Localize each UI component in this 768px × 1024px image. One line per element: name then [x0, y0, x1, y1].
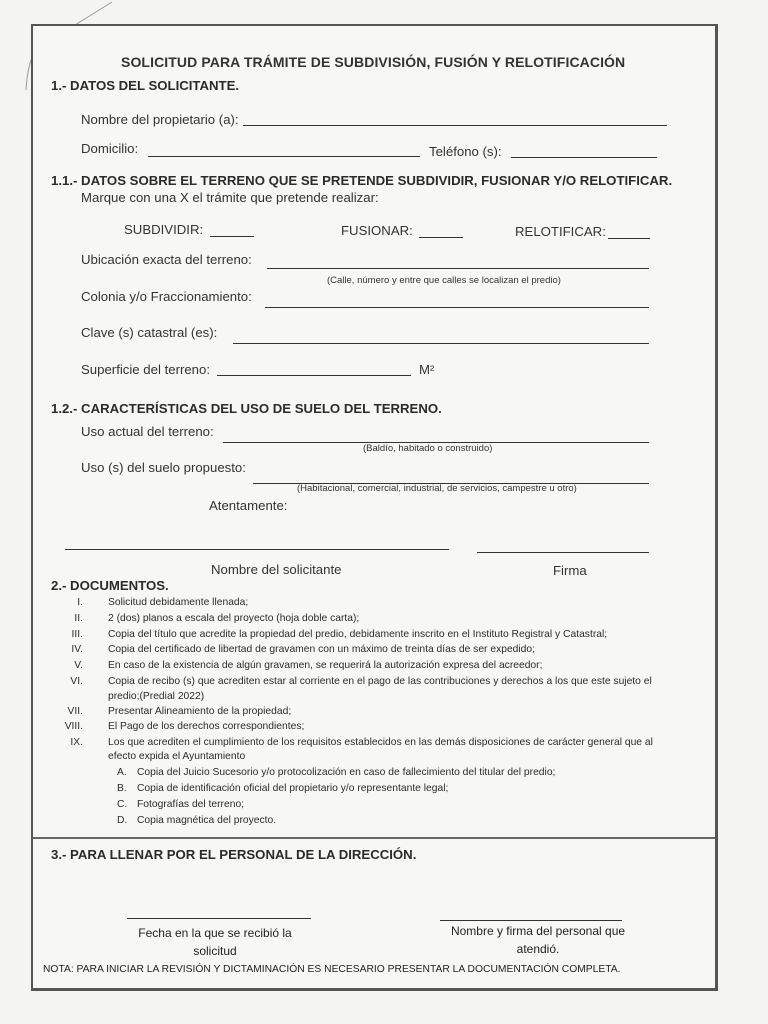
- section-1-1-heading: 1.1.- DATOS SOBRE EL TERRENO QUE SE PRETENDE SUBDIVIDIR, FUSIONAR Y/O RELOTIFICAR.: [51, 173, 673, 188]
- doc-item-text-continued: efecto expida el Ayuntamiento: [108, 751, 246, 762]
- colonia-label: Colonia y/o Fraccionamiento:: [81, 289, 252, 304]
- section-1-2-heading: 1.2.- CARACTERÍSTICAS DEL USO DE SUELO DEL TERRENO.: [51, 401, 442, 416]
- address-field[interactable]: [148, 156, 420, 157]
- received-date-caption: Fecha en la que se recibió la solicitud: [138, 926, 292, 958]
- superficie-field[interactable]: [217, 375, 411, 376]
- mark-instruction: Marque con una X el trámite que pretende realizar:: [81, 190, 379, 205]
- staff-signature-caption: Nombre y firma del personal que atendió.: [450, 924, 626, 956]
- doc-subitem-number: C.: [117, 799, 128, 810]
- address-label: Domicilio:: [81, 141, 139, 156]
- doc-item-text: Copia de recibo (s) que acrediten estar al corriente en el pago de las contribuciones y derechos a los que este sujeto el: [108, 676, 652, 687]
- doc-item-text: Copia del certificado de libertad de gravamen con un máximo de treinta días de ser expedido;: [108, 644, 535, 655]
- clave-label: Clave (s) catastral (es):: [81, 325, 218, 340]
- option-subdividir-label: SUBDIVIDIR:: [124, 222, 204, 237]
- proposed-use-hint: (Habitacional, comercial, industrial, de servicios, campestre u otro): [297, 483, 577, 494]
- received-date-line[interactable]: [127, 918, 311, 919]
- superficie-label: Superficie del terreno:: [81, 362, 211, 377]
- current-use-label: Uso actual del terreno:: [81, 424, 214, 439]
- regards-text: Atentamente:: [209, 498, 288, 513]
- doc-subitem-number: A.: [117, 767, 127, 778]
- applicant-signature-line[interactable]: [477, 552, 649, 553]
- location-field[interactable]: [267, 268, 649, 269]
- doc-item-text: Presentar Alineamiento de la propiedad;: [108, 706, 292, 717]
- doc-item-text: En caso de la existencia de algún gravamen, se requerirá la autorización expresa del acreedor;: [108, 660, 543, 671]
- doc-item-number: IX.: [70, 737, 83, 748]
- doc-item-text: 2 (dos) planos a escala del proyecto (hoja doble carta);: [108, 613, 360, 624]
- proposed-use-label: Uso (s) del suelo propuesto:: [81, 460, 246, 475]
- form-frame: [31, 24, 718, 991]
- doc-item-text: Los que acrediten el cumplimiento de los requisitos establecidos en las demás disposiciones de carácter general que al: [108, 737, 653, 748]
- phone-label: Teléfono (s):: [429, 144, 502, 159]
- doc-item-number: VI.: [70, 676, 83, 687]
- location-label: Ubicación exacta del terreno:: [81, 252, 252, 267]
- doc-item-text: Solicitud debidamente llenada;: [108, 597, 249, 608]
- doc-subitem-text: Copia magnética del proyecto.: [137, 815, 277, 826]
- doc-item-number: III.: [71, 629, 83, 640]
- colonia-field[interactable]: [265, 307, 649, 308]
- doc-item-number: I.: [77, 597, 83, 608]
- completeness-note: NOTA: PARA INICIAR LA REVISIÓN Y DICTAMINACIÓN ES NECESARIO PRESENTAR LA DOCUMENTACIÓN COMPLETA.: [43, 964, 621, 975]
- superficie-unit: M²: [419, 362, 435, 377]
- applicant-name-line[interactable]: [65, 549, 449, 550]
- doc-subitem-text: Copia del Juicio Sucesorio y/o protocolización en caso de fallecimiento del titular del predio;: [137, 767, 556, 778]
- applicant-signature-caption: Firma: [553, 563, 587, 578]
- option-fusionar-field[interactable]: [419, 237, 463, 238]
- doc-subitem-number: D.: [117, 815, 128, 826]
- form-title: SOLICITUD PARA TRÁMITE DE SUBDIVISIÓN, FUSIÓN Y RELOTIFICACIÓN: [121, 54, 626, 70]
- option-subdividir-field[interactable]: [210, 236, 254, 237]
- current-use-hint: (Baldío, habitado o construido): [363, 443, 493, 454]
- section-1-heading: 1.- DATOS DEL SOLICITANTE.: [51, 78, 240, 93]
- doc-subitem-number: B.: [117, 783, 127, 794]
- doc-item-number: V.: [74, 660, 83, 671]
- option-relotificar-field[interactable]: [608, 238, 650, 239]
- doc-item-text: Copia del título que acredite la propiedad del predio, debidamente inscrito en el Instituto Registral y Catastral;: [108, 629, 608, 640]
- owner-label: Nombre del propietario (a):: [81, 112, 239, 127]
- doc-item-text-continued: predio;(Predial 2022): [108, 691, 205, 702]
- section-2-heading: 2.- DOCUMENTOS.: [51, 578, 169, 593]
- doc-item-number: II.: [74, 613, 83, 624]
- doc-item-number: VIII.: [64, 721, 83, 732]
- staff-signature-line[interactable]: [440, 920, 622, 921]
- section-3-divider: [33, 837, 715, 839]
- option-fusionar-label: FUSIONAR:: [341, 223, 413, 238]
- applicant-name-caption: Nombre del solicitante: [211, 562, 342, 577]
- doc-item-number: VII.: [67, 706, 83, 717]
- phone-field[interactable]: [511, 157, 657, 158]
- doc-item-text: El Pago de los derechos correspondientes;: [108, 721, 305, 732]
- owner-field[interactable]: [243, 125, 667, 126]
- clave-field[interactable]: [233, 343, 649, 344]
- section-3-heading: 3.- PARA LLENAR POR EL PERSONAL DE LA DIRECCIÓN.: [51, 847, 417, 862]
- location-hint: (Calle, número y entre que calles se localizan el predio): [327, 275, 561, 286]
- doc-subitem-text: Fotografías del terreno;: [137, 799, 245, 810]
- doc-subitem-text: Copia de identificación oficial del propietario y/o representante legal;: [137, 783, 449, 794]
- option-relotificar-label: RELOTIFICAR:: [515, 224, 606, 239]
- doc-item-number: IV.: [71, 644, 83, 655]
